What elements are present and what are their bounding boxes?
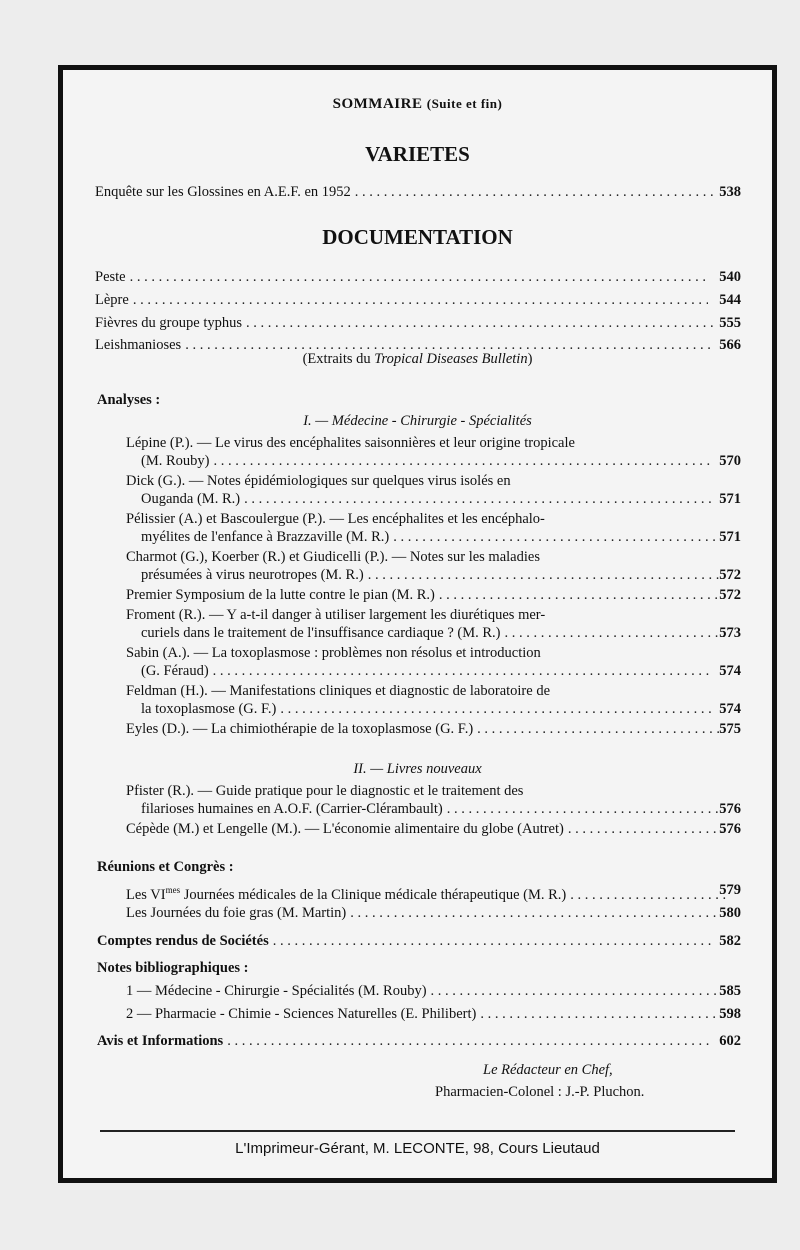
extracts-note bbox=[63, 350, 772, 368]
toc-entry-page: 571 bbox=[719, 491, 741, 507]
toc-entry-label: Les Journées du foie gras (M. Martin) bbox=[126, 905, 347, 921]
label-sup: mes bbox=[165, 885, 181, 895]
toc-entry-analysis[interactable] bbox=[126, 820, 741, 838]
toc-entry-analysis[interactable] bbox=[141, 528, 741, 546]
signature-title: Le Rédacteur en Chef, bbox=[483, 1062, 613, 1078]
analyses-part2-title: II. — Livres nouveaux bbox=[353, 761, 482, 777]
toc-entry-label: Cépède (M.) et Lengelle (M.). — L'économie alimentaire du globe (Autret) bbox=[126, 821, 564, 837]
toc-entry-label: 2 — Pharmacie - Chimie - Sciences Naturelles (E. Philibert) bbox=[126, 1006, 477, 1022]
toc-entry-analysis[interactable] bbox=[141, 700, 741, 718]
toc-entry-page: 576 bbox=[719, 821, 741, 837]
toc-entry-analysis[interactable] bbox=[126, 586, 741, 604]
toc-entry-label: 1 — Médecine - Chirurgie - Spécialités (M. Rouby) bbox=[126, 983, 427, 999]
toc-entry-label: Leishmanioses bbox=[95, 337, 182, 353]
toc-entry-label: (G. Féraud) bbox=[141, 663, 209, 679]
leader-dots bbox=[273, 932, 715, 950]
toc-entry-label: curiels dans le traitement de l'insuffisance cardiaque ? (M. R.) bbox=[141, 625, 501, 641]
analysis-line1: Feldman (H.). — Manifestations cliniques et diagnostic de laboratoire de bbox=[126, 683, 551, 699]
toc-entry-page: 566 bbox=[719, 337, 741, 353]
toc-entry-page: 580 bbox=[719, 905, 741, 921]
toc-entry-label: Ouganda (M. R.) bbox=[141, 491, 241, 507]
leader-dots bbox=[280, 700, 714, 718]
toc-entry-page: 538 bbox=[719, 184, 741, 200]
analysis-line1: Lépine (P.). — Le virus des encéphalites saisonnières et leur origine tropicale bbox=[126, 435, 575, 451]
toc-entry-label: Avis et Informations bbox=[97, 1033, 224, 1049]
signature-name: Pharmacien-Colonel : J.-P. Pluchon. bbox=[435, 1084, 645, 1100]
leader-dots bbox=[477, 720, 724, 738]
toc-entry-page: 540 bbox=[719, 269, 741, 285]
toc-entry-notes-pharmacie[interactable] bbox=[126, 1005, 741, 1023]
leader-dots bbox=[246, 314, 713, 332]
leader-dots bbox=[133, 291, 708, 309]
toc-entry-page: 572 bbox=[719, 587, 741, 603]
toc-entry-analysis[interactable] bbox=[141, 490, 741, 508]
contents-frame bbox=[58, 65, 777, 1183]
toc-entry-label: Comptes rendus de Sociétés bbox=[97, 933, 269, 949]
leader-dots bbox=[213, 662, 712, 680]
toc-entry-analysis[interactable] bbox=[141, 566, 741, 584]
toc-entry-page: 575 bbox=[719, 721, 741, 737]
toc-entry-label: filarioses humaines en A.O.F. (Carrier-Clérambault) bbox=[141, 801, 443, 817]
toc-entry-foie-gras[interactable] bbox=[126, 904, 741, 922]
toc-entry-label: Premier Symposium de la lutte contre le pian (M. R.) bbox=[126, 587, 435, 603]
notes-title: Notes bibliographiques : bbox=[97, 960, 249, 976]
extracts-suffix: ) bbox=[527, 351, 533, 367]
toc-entry-label: Fièvres du groupe typhus bbox=[95, 315, 242, 331]
imprimeur-line: L'Imprimeur-Gérant, M. LECONTE, 98, Cours Lieutaud bbox=[235, 1140, 600, 1157]
analysis-line1: Sabin (A.). — La toxoplasmose : problèmes non résolus et introduction bbox=[126, 645, 541, 661]
toc-entry-label: Lèpre bbox=[95, 292, 129, 308]
toc-entry-notes-medecine[interactable] bbox=[126, 982, 741, 1000]
toc-entry-page: 573 bbox=[719, 625, 741, 641]
sommaire-suite: (Suite et fin) bbox=[426, 96, 503, 111]
analysis-line1: Pélissier (A.) et Bascoulergue (P.). — Les encéphalites et les encéphalo- bbox=[126, 511, 545, 527]
analysis-line1: Pfister (R.). — Guide pratique pour le diagnostic et le traitement des bbox=[126, 783, 524, 799]
leader-dots bbox=[355, 183, 719, 201]
toc-entry-glossines[interactable] bbox=[95, 183, 741, 201]
analysis-line1: Dick (G.). — Notes épidémiologiques sur quelques virus isolés en bbox=[126, 473, 511, 489]
leader-dots bbox=[368, 566, 719, 584]
toc-entry-label: Enquête sur les Glossines en A.E.F. en 1952 bbox=[95, 184, 351, 200]
toc-entry-peste[interactable] bbox=[95, 268, 741, 286]
leader-dots bbox=[350, 904, 718, 922]
toc-entry-page: 602 bbox=[719, 1033, 741, 1049]
extracts-journal: Tropical Diseases Bulletin bbox=[374, 351, 528, 367]
leader-dots bbox=[213, 452, 711, 470]
varietes-title: VARIETES bbox=[365, 142, 470, 166]
toc-entry-page: 570 bbox=[719, 453, 741, 469]
footer-rule bbox=[100, 1130, 735, 1132]
toc-entry-label: myélites de l'enfance à Brazzaville (M. R.) bbox=[141, 529, 390, 545]
leader-dots bbox=[227, 1032, 712, 1050]
toc-entry-lepre[interactable] bbox=[95, 291, 741, 309]
label-pre: Les VI bbox=[126, 886, 166, 903]
toc-entry-page: 571 bbox=[719, 529, 741, 545]
toc-entry-label: Eyles (D.). — La chimiothérapie de la toxoplasmose (G. F.) bbox=[126, 721, 474, 737]
toc-entry-avis[interactable] bbox=[97, 1032, 741, 1050]
analyses-part1-title: I. — Médecine - Chirurgie - Spécialités bbox=[303, 413, 532, 429]
leader-dots bbox=[393, 528, 720, 546]
toc-entry-analysis[interactable] bbox=[141, 800, 741, 818]
toc-entry-page: 576 bbox=[719, 801, 741, 817]
toc-entry-analysis[interactable] bbox=[141, 624, 741, 642]
sommaire-heading bbox=[63, 96, 772, 113]
toc-entry-vimes-journees[interactable] bbox=[126, 881, 741, 904]
toc-entry-label: (M. Rouby) bbox=[141, 453, 210, 469]
analysis-line1: Froment (R.). — Y a-t-il danger à utiliser largement les diurétiques mer- bbox=[126, 607, 546, 623]
toc-entry-typhus[interactable] bbox=[95, 314, 741, 332]
toc-entry-page: 585 bbox=[719, 983, 741, 999]
label-post: Journées médicales de la Clinique médicale thérapeutique (M. R.) bbox=[180, 886, 567, 903]
extracts-prefix: (Extraits du bbox=[302, 351, 375, 367]
toc-entry-analysis[interactable] bbox=[141, 662, 741, 680]
leader-dots bbox=[447, 800, 723, 818]
analysis-line1: Charmot (G.), Koerber (R.) et Giudicelli (P.). — Notes sur les maladies bbox=[126, 549, 540, 565]
leader-dots bbox=[431, 982, 723, 1000]
toc-entry-page: 574 bbox=[719, 701, 741, 717]
toc-entry-page: 555 bbox=[719, 315, 741, 331]
toc-entry-label: présumées à virus neurotropes (M. R.) bbox=[141, 567, 364, 583]
toc-entry-page: 598 bbox=[719, 1006, 741, 1022]
toc-entry-label: Peste bbox=[95, 269, 126, 285]
toc-entry-page: 544 bbox=[719, 292, 741, 308]
toc-entry-analysis[interactable] bbox=[141, 452, 741, 470]
toc-entry-label bbox=[126, 881, 566, 904]
reunions-title: Réunions et Congrès : bbox=[97, 859, 234, 875]
leader-dots bbox=[439, 586, 723, 604]
leader-dots bbox=[480, 1005, 724, 1023]
toc-entry-page: 582 bbox=[719, 933, 741, 949]
toc-entry-page: 579 bbox=[719, 882, 741, 898]
toc-entry-comptes-rendus[interactable] bbox=[97, 932, 741, 950]
analyses-title: Analyses : bbox=[97, 392, 161, 408]
toc-entry-analysis[interactable] bbox=[126, 720, 741, 738]
documentation-title: DOCUMENTATION bbox=[322, 225, 513, 249]
toc-entry-page: 574 bbox=[719, 663, 741, 679]
toc-entry-page: 572 bbox=[719, 567, 741, 583]
leader-dots bbox=[130, 268, 708, 286]
leader-dots bbox=[504, 624, 725, 642]
toc-entry-label: la toxoplasmose (G. F.) bbox=[141, 701, 277, 717]
leader-dots bbox=[244, 490, 713, 508]
sommaire-title: SOMMAIRE bbox=[332, 96, 423, 112]
